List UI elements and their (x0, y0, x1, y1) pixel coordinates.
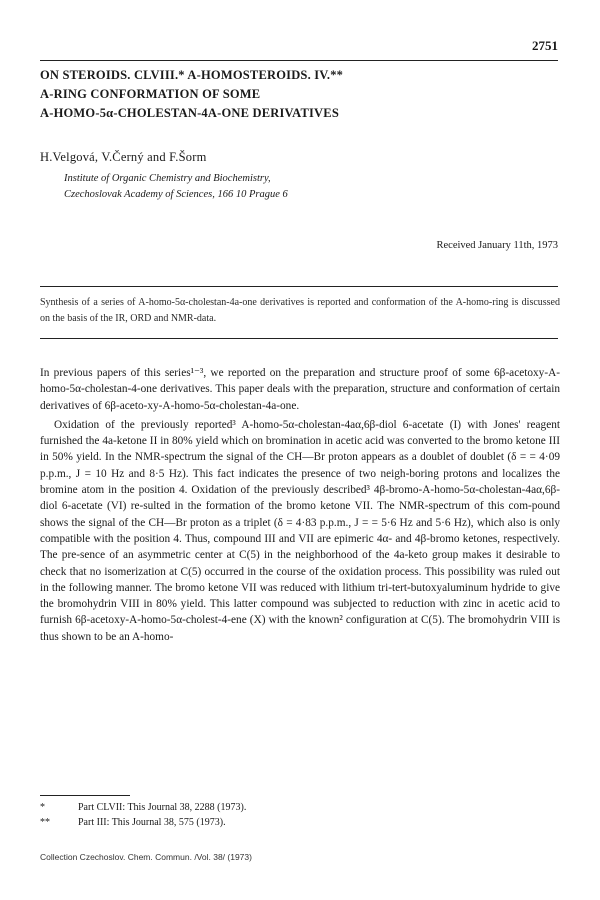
abstract: Synthesis of a series of A-homo-5α-cholestan-4a-one derivatives is reported and conformation of the A-homo-ring is discussed on the basis of the IR, ORD and NMR-data. (40, 297, 560, 324)
footnote-2 (40, 815, 246, 830)
footnote-text: Part CLVII: This Journal 38, 2288 (1973). (78, 802, 247, 813)
title-line-2: A-RING CONFORMATION OF SOME (40, 87, 261, 101)
paragraph-2: Oxidation of the previously reported³ A-homo-5α-cholestan-4aα,6β-diol 6-acetate (I) with Jones' reagent furnished the 4a-ketone II in 80% yield which on bromination in acetic acid was converted to the bromo ketone III in 50% yield. In the NMR-spectrum the signal of the CH—Br proton appears as a doublet of doublet (δ = = 4·09 p.p.m., J = 10 Hz and 8·5 Hz). This fact indicates the presence of two neigh-boring protons and localizes the bromine atom in the position 4. Oxidation of the previously described³ 4β-bromo-A-homo-5α-cholestan-4aα,6β-diol 6-acetate (VI) re-sulted in the formation of the bromo ketone VII. The NMR-spectrum of this com-pound shows the signal of the CH—Br proton as a triplet (δ = 4·83 p.p.m., J = = 5·6 Hz and 5·6 Hz), which also is only compatible with the position 4. Thus, compound III and VII are epimeric 4α- and 4β-bromo ketones, respectively. The pre-sence of an asymmetric center at C(5) in the neighborhood of the 4a-keto group makes it desirable to check that no isomerization at C(5) occurred in the course of the oxidation process. This possibility was ruled out in the following manner. The bromo ketone VII was reduced with lithium tri-tert-butoxyaluminum hydride to give the bromohydrin VIII in 80% yield. This latter compound was subjected to reduction with zinc in acetic acid to furnish 6β-acetoxy-A-homo-5α-cholest-4-ene (X) with the known² configuration at C(5). The bromohydrin VIII is thus shown to be an A-homo- (40, 418, 560, 643)
affiliation-line-1: Institute of Organic Chemistry and Biochemistry, (64, 173, 271, 184)
paper-title (40, 66, 560, 123)
header-rule (40, 60, 558, 61)
footnote-text: Part III: This Journal 38, 575 (1973). (78, 817, 226, 828)
footnote-1 (40, 800, 246, 815)
body-text (40, 365, 560, 648)
received-date: Received January 11th, 1973 (436, 240, 558, 251)
abstract-top-rule (40, 286, 558, 287)
authors: H.Velgová, V.Černý and F.Šorm (40, 150, 207, 164)
abstract-bottom-rule (40, 338, 558, 339)
title-line-1: ON STEROIDS. CLVIII.* A-HOMOSTEROIDS. IV.** (40, 68, 344, 82)
affiliation (64, 171, 288, 203)
footnote-mark: * (40, 802, 45, 813)
footnote-mark: ** (40, 817, 50, 828)
affiliation-line-2: Czechoslovak Academy of Sciences, 166 10 Prague 6 (64, 189, 288, 200)
footnotes (40, 800, 246, 830)
journal-footer: Collection Czechoslov. Chem. Commun. /Vol. 38/ (1973) (40, 852, 252, 862)
footnote-rule (40, 795, 130, 796)
paragraph-1: In previous papers of this series¹⁻³, we reported on the preparation and structure proof of some 6β-acetoxy-A-homo-5α-cholestan-4-one derivatives. This paper deals with the preparation, structure and conformation of certain derivatives of 6β-aceto-xy-A-homo-5α-cholestan-4a-one. (40, 367, 560, 412)
title-line-3: A-HOMO-5α-CHOLESTAN-4A-ONE DERIVATIVES (40, 106, 339, 120)
page-number: 2751 (532, 38, 558, 53)
